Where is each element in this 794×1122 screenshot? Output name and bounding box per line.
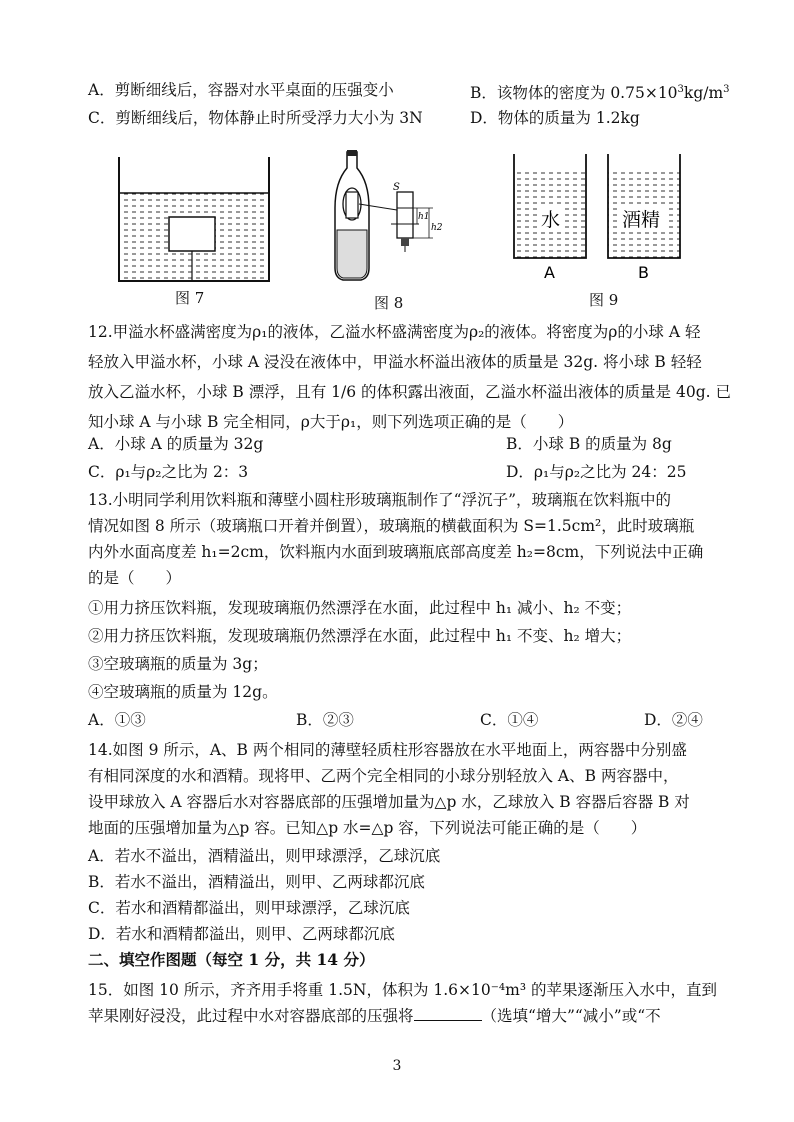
q14-option-d: D．若水和酒精都溢出，则甲、乙两球都沉底 xyxy=(88,925,395,943)
q11-option-c: C．剪断细线后，物体静止时所受浮力大小为 3N xyxy=(88,109,423,127)
figure-8-label-h2: h2 xyxy=(431,223,443,233)
q12-line-4: 知小球 A 与小球 B 完全相同，ρ大于ρ₁，则下列选项正确的是（ ） xyxy=(88,413,574,431)
q11-option-a: A．剪断细线后，容器对水平桌面的压强变小 xyxy=(88,81,394,99)
page-number: 3 xyxy=(392,1058,402,1074)
q14-line-4: 地面的压强增加量为△p 容。已知△p 水=△p 容，下列说法可能正确的是（ ） xyxy=(88,819,647,837)
q14-line-1: 14.如图 9 所示，A、B 两个相同的薄壁轻质柱形容器放在水平地面上，两容器中分别盛 xyxy=(88,741,687,759)
section-2-heading: 二、填空作图题（每空 1 分，共 14 分） xyxy=(88,950,375,969)
q13-line-3: 内外水面高度差 h₁=2cm，饮料瓶内水面到玻璃瓶底部高度差 h₂=8cm，下列说法中正确 xyxy=(88,543,704,561)
q13-option-b: B．②③ xyxy=(296,711,354,729)
q13-line-2: 情况如图 8 所示（玻璃瓶口开着并倒置），玻璃瓶的横截面积为 S=1.5cm²，此时玻璃瓶 xyxy=(88,517,695,535)
figure-9 xyxy=(508,152,688,287)
figure-9-caption: 图 9 xyxy=(589,291,619,309)
q14-line-2: 有相同深度的水和酒精。现将甲、乙两个完全相同的小球分别轻放入 A、B 两容器中， xyxy=(88,767,679,785)
q11-option-d: D．物体的质量为 1.2kg xyxy=(470,109,640,127)
q14-option-b: B．若水不溢出，酒精溢出，则甲、乙两球都沉底 xyxy=(88,873,425,891)
q13-statement-1: ①用力挤压饮料瓶，发现玻璃瓶仍然漂浮在水面，此过程中 h₁ 减小、h₂ 不变； xyxy=(88,599,632,617)
figure-9-label-a: A xyxy=(544,263,555,282)
figure-7 xyxy=(115,155,275,285)
figure-9-alcohol-label: 酒精 xyxy=(622,209,661,231)
q11-option-b: B．该物体的密度为 $0.75\times 10^3kg/m^3$ xyxy=(470,84,730,103)
figure-9-water-label: 水 xyxy=(541,209,561,231)
q13-statement-2: ②用力挤压饮料瓶，发现玻璃瓶仍然漂浮在水面，此过程中 h₁ 不变、h₂ 增大； xyxy=(88,627,632,645)
q12-line-1: 12.甲溢水杯盛满密度为ρ₁的液体，乙溢水杯盛满密度为ρ₂的液体。将密度为ρ的小球 A 轻 xyxy=(88,323,701,341)
q12-option-d: D．ρ₁与ρ₂之比为 24：25 xyxy=(506,463,687,481)
figure-7-caption: 图 7 xyxy=(175,289,205,307)
q13-statement-4: ④空玻璃瓶的质量为 12g。 xyxy=(88,683,278,701)
q14-option-c: C．若水和酒精都溢出，则甲球漂浮，乙球沉底 xyxy=(88,899,410,917)
q15-answer-blank xyxy=(414,1006,482,1021)
q13-line-4: 的是（ ） xyxy=(88,569,182,587)
q12-line-3: 放入乙溢水杯，小球 B 漂浮，且有 1/6 的体积露出液面，乙溢水杯溢出液体的质量是 40g. 已 xyxy=(88,383,731,401)
figure-8-label-h1: h1 xyxy=(418,212,430,222)
q13-option-c: C．①④ xyxy=(480,711,539,729)
q14-line-3: 设甲球放入 A 容器后水对容器底部的压强增加量为△p 水，乙球放入 B 容器后容器 B 对 xyxy=(88,793,690,811)
q15-line-2: 苹果刚好浸没，此过程中水对容器底部的压强将 （选填“增大”“减小”或“不 xyxy=(88,1007,661,1025)
q12-line-2: 轻放入甲溢水杯，小球 A 浸没在液体中，甲溢水杯溢出液体的质量是 32g. 将小球 B 轻轻 xyxy=(88,353,702,371)
figure-8-caption: 图 8 xyxy=(374,294,404,312)
figure-9-label-b: B xyxy=(638,263,649,282)
q13-option-d: D．②④ xyxy=(644,711,703,729)
q13-option-a: A．①③ xyxy=(88,711,146,729)
q12-option-b: B．小球 B 的质量为 8g xyxy=(506,435,672,453)
q12-option-a: A．小球 A 的质量为 32g xyxy=(88,435,264,453)
figure-8-label-s: S xyxy=(393,182,400,193)
q12-option-c: C．ρ₁与ρ₂之比为 2：3 xyxy=(88,463,249,481)
q15-line-1: 15．如图 10 所示，齐齐用手将重 1.5N，体积为 1.6×10⁻⁴m³ 的苹果逐渐压入水中，直到 xyxy=(88,981,717,999)
q13-line-1: 13.小明同学利用饮料瓶和薄壁小圆柱形玻璃瓶制作了“浮沉子”，玻璃瓶在饮料瓶中的 xyxy=(88,491,672,509)
q13-statement-3: ③空玻璃瓶的质量为 3g； xyxy=(88,655,268,673)
figure-8 xyxy=(325,148,475,290)
q14-option-a: A．若水不溢出，酒精溢出，则甲球漂浮，乙球沉底 xyxy=(88,847,441,865)
